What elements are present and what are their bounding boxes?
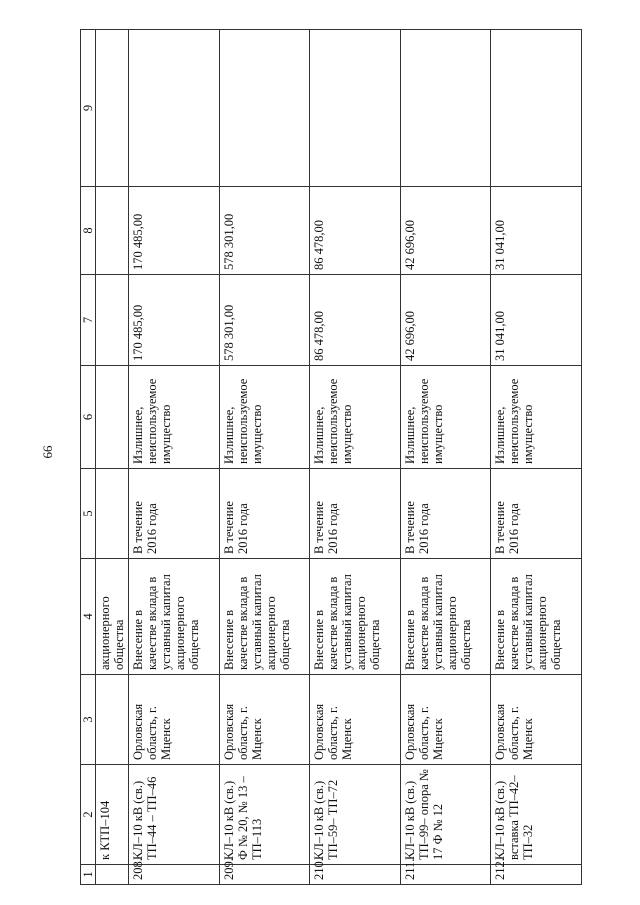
cell-number: 208. <box>129 865 220 885</box>
cell-location: Орловская область, г. Мценск <box>491 675 582 765</box>
cell-reason <box>96 366 129 469</box>
cell-reason: Излишнее, неиспользуемое имущество <box>400 366 491 469</box>
cell-location: Орловская область, г. Мценск <box>310 675 401 765</box>
cell-reason: Излишнее, неиспользуемое имущество <box>219 366 310 469</box>
table-row <box>219 30 310 885</box>
cell-name: КЛ–10 кВ (св.) ТП–59– ТП–72 <box>310 765 401 865</box>
cell-name: КЛ–10 кВ (св.) вставка ТП–42–ТП–32 <box>491 765 582 865</box>
cell-note <box>129 30 220 187</box>
cell-location: Орловская область, г. Мценск <box>219 675 310 765</box>
cell-value: 42 696,00 <box>400 275 491 366</box>
cell-name: к КТП–104 <box>96 765 129 865</box>
cell-number: 210. <box>310 865 401 885</box>
cell-value-2: 31 041,00 <box>491 187 582 275</box>
column-header: 3 <box>81 675 96 765</box>
cell-note <box>491 30 582 187</box>
cell-name: КЛ–10 кВ (св.) ТП–99– опора № 17 Ф № 12 <box>400 765 491 865</box>
cell-value-2: 578 301,00 <box>219 187 310 275</box>
cell-location: Орловская область, г. Мценск <box>400 675 491 765</box>
cell-number: 211. <box>400 865 491 885</box>
cell-term: В течение 2016 года <box>400 469 491 559</box>
cell-note <box>400 30 491 187</box>
cell-term: В течение 2016 года <box>310 469 401 559</box>
cell-term <box>96 469 129 559</box>
cell-location: Орловская область, г. Мценск <box>129 675 220 765</box>
cell-value: 578 301,00 <box>219 275 310 366</box>
cell-value-2: 86 478,00 <box>310 187 401 275</box>
cell-note <box>310 30 401 187</box>
cell-note <box>219 30 310 187</box>
cell-reason: Излишнее, неиспользуемое имущество <box>129 366 220 469</box>
cell-value <box>96 275 129 366</box>
cell-method: акционерного общества <box>96 559 129 675</box>
cell-value: 31 041,00 <box>491 275 582 366</box>
cell-name: КЛ–10 кВ (св.) ТП–44 – ТП–46 <box>129 765 220 865</box>
rotated-table-container <box>80 30 582 885</box>
header-row <box>81 30 96 885</box>
cell-number: 212. <box>491 865 582 885</box>
cell-term: В течение 2016 года <box>491 469 582 559</box>
property-table <box>80 29 582 885</box>
column-header: 1 <box>81 865 96 885</box>
cell-value-2 <box>96 187 129 275</box>
column-header: 6 <box>81 366 96 469</box>
column-header: 2 <box>81 765 96 865</box>
table-row <box>400 30 491 885</box>
cell-value-2: 170 485,00 <box>129 187 220 275</box>
cell-note <box>96 30 129 187</box>
cell-method: Внесение в качестве вклада в уставный капитал акционерного общества <box>219 559 310 675</box>
page-number: 66 <box>40 445 55 459</box>
column-header: 7 <box>81 275 96 366</box>
cell-method: Внесение в качестве вклада в уставный капитал акционерного общества <box>491 559 582 675</box>
cell-location <box>96 675 129 765</box>
cell-term: В течение 2016 года <box>219 469 310 559</box>
cell-reason: Излишнее, неиспользуемое имущество <box>491 366 582 469</box>
cell-value-2: 42 696,00 <box>400 187 491 275</box>
continuation-row <box>96 30 129 885</box>
column-header: 8 <box>81 187 96 275</box>
table-row <box>310 30 401 885</box>
cell-method: Внесение в качестве вклада в уставный капитал акционерного общества <box>129 559 220 675</box>
cell-term: В течение 2016 года <box>129 469 220 559</box>
cell-method: Внесение в качестве вклада в уставный капитал акционерного общества <box>400 559 491 675</box>
cell-reason: Излишнее, неиспользуемое имущество <box>310 366 401 469</box>
table-row <box>129 30 220 885</box>
cell-number: 209. <box>219 865 310 885</box>
column-header: 4 <box>81 559 96 675</box>
cell-number <box>96 865 129 885</box>
column-header: 9 <box>81 30 96 187</box>
cell-name: КЛ–10 кВ (св.) Ф № 20, № 13 – ТП–113 <box>219 765 310 865</box>
cell-value: 86 478,00 <box>310 275 401 366</box>
cell-value: 170 485,00 <box>129 275 220 366</box>
table-row <box>491 30 582 885</box>
cell-method: Внесение в качестве вклада в уставный капитал акционерного общества <box>310 559 401 675</box>
column-header: 5 <box>81 469 96 559</box>
